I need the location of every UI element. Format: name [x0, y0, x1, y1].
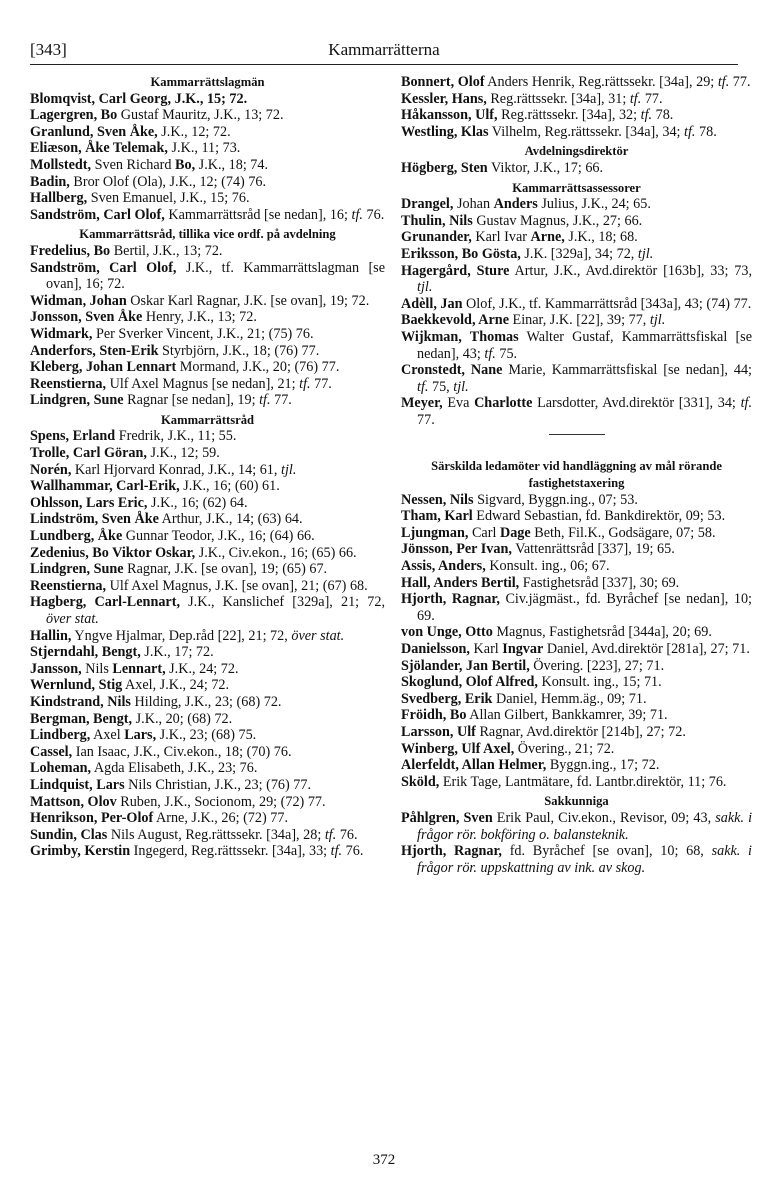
register-entry	[30, 578, 385, 595]
entry-annotation: tjl.	[637, 245, 654, 262]
register-entry	[30, 727, 385, 744]
register-entry	[30, 777, 385, 794]
register-entry	[30, 157, 385, 174]
register-entry	[30, 827, 385, 844]
register-entry	[401, 74, 752, 91]
entry-details: Ragnar, J.K. [se ovan], 19; (65) 67.	[123, 561, 328, 578]
entry-annotation: tf.	[629, 90, 642, 107]
register-entry	[401, 508, 752, 525]
entry-name: Zedenius, Bo Viktor Oskar,	[30, 544, 196, 561]
entry-annotation: tf.	[640, 107, 653, 124]
entry-details-tail: 78.	[652, 107, 674, 124]
entry-name: Kindstrand, Nils	[30, 693, 131, 710]
entry-details: Fastighetsråd [337], 30; 69.	[519, 574, 680, 591]
register-entry	[401, 312, 752, 329]
entry-name: Reenstierna,	[30, 577, 107, 594]
entry-details: Konsult. ing., 15; 71.	[537, 674, 662, 691]
entry-name: Hall, Anders Bertil,	[401, 574, 520, 591]
entry-details-tail: J.K., 18; 68.	[564, 229, 638, 246]
entry-name: Lagergren, Bo	[30, 107, 118, 124]
entry-name: Sandström, Carl Olof,	[30, 206, 165, 223]
register-entry	[30, 428, 385, 445]
entry-details: Gunnar Teodor, J.K., 16; (64) 66.	[122, 528, 315, 545]
entry-name: Lindberg,	[30, 727, 91, 744]
register-entry	[30, 174, 385, 191]
register-entry	[30, 107, 385, 124]
entry-details: Henry, J.K., 13; 72.	[142, 309, 257, 326]
entry-name: Högberg, Sten	[401, 159, 488, 176]
register-entry	[30, 124, 385, 141]
entry-name: Wijkman, Thomas	[401, 328, 519, 345]
right-column	[401, 74, 752, 876]
entry-name: Ohlsson, Lars Eric,	[30, 494, 148, 511]
entry-details: Reg.rättssekr. [34a], 31;	[486, 90, 630, 107]
entry-name: Grunander,	[401, 229, 472, 246]
register-entry	[401, 810, 752, 843]
register-entry	[30, 445, 385, 462]
entry-name: Alerfeldt, Allan Helmer,	[401, 757, 547, 774]
register-entry	[30, 309, 385, 326]
entry-details: Johan	[453, 196, 494, 213]
entry-name: Eliæson, Åke Telemak,	[30, 140, 168, 157]
entry-details-tail: J.K., 18; 74.	[195, 156, 269, 173]
entry-details: Erik Tage, Lantmätare, fd. Lantbr.direktör, 11; 76.	[439, 773, 727, 790]
register-entry	[30, 810, 385, 827]
entry-details: Gustaf Mauritz, J.K., 13; 72.	[117, 107, 284, 124]
register-entry	[30, 594, 385, 627]
register-entry	[401, 558, 752, 575]
entry-details: J.K., 20; (68) 72.	[132, 710, 233, 727]
entry-details-tail: 77.	[310, 375, 332, 392]
entry-details: J.K., Kanslichef [329a], 21; 72,	[180, 594, 385, 611]
entry-details: Eva	[442, 395, 475, 412]
entry-details-tail: J.K., 24; 72.	[165, 660, 239, 677]
entry-name: Widmark,	[30, 325, 93, 342]
register-entry	[30, 243, 385, 260]
entry-annotation: sakk. i frågor rör. uppskattning av ink. av skog.	[417, 843, 752, 876]
entry-name: Lundberg, Åke	[30, 528, 123, 545]
entry-details: J.K. [329a], 34; 72,	[520, 245, 638, 262]
header-title: Kammarrätterna	[328, 40, 440, 59]
entry-details: J.K., 12; 59.	[146, 445, 220, 462]
entry-details: J.K., 17; 72.	[140, 644, 214, 661]
left-column	[30, 74, 385, 860]
section-heading: Särskilda ledamöter vid handläggning av mål rörande fastighetstaxering	[431, 459, 722, 491]
entry-details: Erik Paul, Civ.ekon., Revisor, 09; 43,	[492, 809, 716, 826]
register-entry	[30, 711, 385, 728]
register-entry	[401, 674, 752, 691]
entry-details: Nils	[81, 660, 113, 677]
entry-details: Edward Sebastian, fd. Bankdirektör, 09; 53.	[472, 508, 726, 525]
register-entry	[401, 263, 752, 296]
register-entry	[401, 624, 752, 641]
entry-name-part: Ingvar	[502, 641, 544, 657]
entry-annotation: över stat.	[291, 627, 345, 644]
entry-annotation: tf.	[417, 378, 429, 395]
entry-name: Meyer,	[401, 395, 443, 412]
entry-name: Bonnert, Olof	[401, 74, 485, 90]
entry-name: Bergman, Bengt,	[30, 710, 133, 727]
entry-details-tail: 77.	[641, 90, 663, 107]
register-entry	[401, 296, 752, 313]
entry-details: J.K., Civ.ekon., 16; (65) 66.	[195, 544, 357, 561]
register-entry	[30, 462, 385, 479]
entry-details: Övering., 21; 72.	[514, 740, 615, 757]
entry-name: Henrikson, Per-Olof	[30, 810, 154, 827]
entry-name: Sjölander, Jan Bertil,	[401, 657, 530, 674]
entry-name: Skoglund, Olof Alfred,	[401, 674, 538, 691]
entry-name: Baekkevold, Arne	[401, 312, 509, 329]
footer-page-number: 372	[372, 1152, 396, 1168]
entry-details-tail: 77.	[729, 74, 751, 90]
entry-details: J.K., tf. Kammarrättslagman [se ovan], 16; 72.	[46, 259, 386, 293]
entry-name: Blomqvist, Carl Georg, J.K., 15; 72.	[30, 90, 248, 107]
entry-name: Loheman,	[30, 760, 92, 777]
entry-name: Hallin,	[30, 627, 72, 644]
entry-name: Kessler, Hans,	[401, 90, 487, 107]
entry-annotation: sakk. i frågor rör. bokföring o. balansteknik.	[417, 809, 753, 843]
section-heading: Kammarrättsråd	[160, 412, 255, 427]
section-divider	[549, 434, 605, 435]
entry-name: Hallberg,	[30, 190, 88, 207]
entry-name-part: Charlotte	[474, 395, 533, 412]
register-entry	[401, 774, 752, 791]
register-entry	[30, 528, 385, 545]
entry-details: Ian Isaac, J.K., Civ.ekon., 18; (70) 76.	[72, 743, 292, 760]
entry-name: Påhlgren, Sven	[401, 809, 493, 826]
entry-name: Tham, Karl	[401, 508, 473, 525]
entry-annotation: tf.	[717, 74, 730, 90]
entry-name: Winberg, Ulf Axel,	[401, 740, 515, 757]
section-spacer	[401, 441, 752, 455]
entry-name-part: Arne,	[530, 229, 565, 246]
entry-name: Wernlund, Stig	[30, 677, 123, 694]
entry-annotation: tf.	[330, 843, 343, 860]
register-entry	[30, 511, 385, 528]
register-entry	[401, 741, 752, 758]
entry-details-tail: Daniel, Avd.direktör [281a], 27; 71.	[543, 641, 750, 657]
entry-details: Artur, J.K., Avd.direktör [163b], 33; 73,	[509, 262, 752, 279]
entry-name: Granlund, Sven Åke,	[30, 123, 158, 140]
register-entry	[401, 641, 752, 658]
entry-details: Oskar Karl Ragnar, J.K. [se ovan], 19; 72.	[126, 292, 370, 309]
register-entry	[401, 575, 752, 592]
register-entry	[30, 843, 385, 860]
entry-details: Bror Olof (Ola), J.K., 12; (74) 76.	[69, 173, 267, 190]
entry-details: Magnus, Fastighetsråd [344a], 20; 69.	[492, 624, 712, 641]
entry-details: Karl	[469, 641, 503, 657]
register-entry	[401, 843, 752, 876]
entry-name: Hjorth, Ragnar,	[401, 591, 500, 608]
entry-details-end: 77.	[417, 411, 435, 428]
entry-name: Jönsson, Per Ivan,	[401, 541, 512, 558]
entry-name: Widman, Johan	[30, 292, 127, 309]
entry-name: Assis, Anders,	[401, 558, 486, 575]
entry-name-part: Lars,	[124, 727, 157, 744]
entry-details-tail: Beth, Fil.K., Godsägare, 07; 58.	[530, 524, 716, 541]
section-heading: Kammarrättsassessorer	[512, 180, 641, 195]
register-entry	[30, 260, 385, 293]
entry-details: Arthur, J.K., 14; (63) 64.	[158, 511, 303, 528]
page-header	[30, 38, 738, 65]
entry-name-part: Dage	[499, 524, 531, 541]
entry-details: Allan Gilbert, Bankkamrer, 39; 71.	[466, 707, 668, 724]
entry-details: Konsult. ing., 06; 67.	[485, 558, 610, 575]
entry-details: Daniel, Hemm.äg., 09; 71.	[492, 690, 647, 707]
entry-details: Fredrik, J.K., 11; 55.	[115, 428, 237, 445]
register-entry	[30, 326, 385, 343]
entry-details: Bertil, J.K., 13; 72.	[110, 242, 223, 259]
entry-details: Axel, J.K., 24; 72.	[122, 677, 230, 694]
entry-details: J.K., 16; (60) 61.	[179, 478, 280, 495]
entry-details: Viktor, J.K., 17; 66.	[487, 159, 604, 176]
entry-details: Yngve Hjalmar, Dep.råd [22], 21; 72,	[71, 627, 292, 644]
entry-details: J.K., 16; (62) 64.	[147, 494, 248, 511]
entry-details: Civ.jägmäst., fd. Byråchef [se nedan], 10; 69.	[417, 591, 752, 624]
register-entry	[30, 207, 385, 224]
register-entry	[30, 91, 385, 108]
entry-annotation: tjl.	[281, 461, 297, 478]
entry-details-tail: 76.	[336, 826, 358, 843]
entry-details: Sven Emanuel, J.K., 15; 76.	[87, 190, 250, 207]
entry-name: Larsson, Ulf	[401, 723, 476, 740]
entry-name: Badin,	[30, 173, 70, 190]
register-entry	[30, 677, 385, 694]
entry-name-part: Anders	[493, 196, 538, 213]
entry-details: Hilding, J.K., 23; (68) 72.	[130, 693, 282, 710]
entry-annotation: tf.	[351, 206, 363, 223]
entry-details-tail: 76.	[362, 206, 385, 223]
register-entry	[30, 545, 385, 562]
entry-name: Fredelius, Bo	[30, 242, 111, 259]
entry-name: Westling, Klas	[401, 123, 489, 140]
entry-name: Norén,	[30, 461, 72, 478]
entry-annotation: tjl.	[417, 279, 433, 296]
entry-name: Hagergård, Sture	[401, 262, 510, 279]
entry-name: Reenstierna,	[30, 375, 107, 392]
entry-details: Nils Christian, J.K., 23; (76) 77.	[124, 776, 312, 793]
entry-details: Einar, J.K. [22], 39; 77,	[509, 312, 650, 329]
register-entry	[401, 724, 752, 741]
register-entry	[30, 359, 385, 376]
register-entry	[401, 107, 752, 124]
register-entry	[401, 91, 752, 108]
entry-details: Mormand, J.K., 20; (76) 77.	[176, 359, 340, 376]
entry-name: Fröidh, Bo	[401, 707, 467, 724]
entry-name: Håkansson, Ulf,	[401, 107, 498, 124]
register-entry	[401, 541, 752, 558]
entry-name: Eriksson, Bo Gösta,	[401, 245, 521, 262]
entry-annotation: tf.	[324, 826, 337, 843]
entry-name: Hjorth, Ragnar,	[401, 843, 502, 860]
entry-details: Reg.rättssekr. [34a], 32;	[497, 107, 641, 124]
register-entry	[30, 478, 385, 495]
entry-name: Lindgren, Sune	[30, 392, 124, 409]
entry-name: Sundin, Clas	[30, 826, 108, 843]
entry-details: Ulf Axel Magnus [se nedan], 21;	[106, 375, 300, 392]
entry-annotation: över stat.	[46, 611, 99, 627]
register-entry	[401, 196, 752, 213]
entry-name-part: Bo,	[175, 156, 196, 173]
entry-name: von Unge, Otto	[401, 624, 493, 641]
entry-details: J.K., 11; 73.	[167, 140, 241, 157]
section-heading: Kammarrättslagmän	[150, 75, 265, 89]
entry-name-part: Lennart,	[112, 660, 166, 677]
entry-details: Sven Richard	[91, 156, 176, 173]
entry-details: Ragnar [se nedan], 19;	[123, 392, 260, 409]
entry-name: Mollstedt,	[30, 156, 92, 173]
entry-details: Axel	[90, 727, 125, 744]
entry-name: Wallhammar, Carl-Erik,	[30, 478, 180, 495]
entry-details: J.K., 12; 72.	[157, 123, 231, 140]
register-entry	[30, 392, 385, 409]
entry-details: Styrbjörn, J.K., 18; (76) 77.	[158, 342, 320, 359]
register-entry	[401, 329, 752, 362]
register-entry	[401, 229, 752, 246]
register-entry	[401, 395, 752, 428]
entry-annotation: tf.	[299, 375, 311, 392]
register-entry	[30, 190, 385, 207]
entry-name: Jonsson, Sven Åke	[30, 309, 143, 326]
entry-details: Nils August, Reg.rättssekr. [34a], 28;	[107, 826, 325, 843]
entry-details: Gustav Magnus, J.K., 27; 66.	[472, 212, 643, 229]
register-entry	[30, 744, 385, 761]
entry-details: Ruben, J.K., Socionom, 29; (72) 77.	[116, 793, 326, 810]
entry-details: Walter Gustaf, Kammarrättsfiskal [se nedan], 43;	[417, 328, 752, 362]
entry-details: Ragnar, Avd.direktör [214b], 27; 72.	[475, 723, 686, 740]
register-entry	[401, 213, 752, 230]
register-entry	[401, 525, 752, 542]
entry-name: Hagberg, Carl-Lennart,	[30, 594, 180, 611]
entry-name: Lindgren, Sune	[30, 561, 124, 578]
register-entry	[401, 362, 752, 395]
entry-details: Vilhelm, Reg.rättssekr. [34a], 34;	[488, 123, 685, 140]
entry-name: Anderfors, Sten-Erik	[30, 342, 159, 359]
header-page-number: [343]	[30, 40, 67, 59]
entry-name: Jansson,	[30, 660, 82, 677]
entry-name: Grimby, Kerstin	[30, 843, 131, 860]
register-entry	[401, 658, 752, 675]
entry-name: Ljungman,	[401, 524, 469, 541]
entry-details: Byggn.ing., 17; 72.	[546, 757, 660, 774]
entry-details: Karl Hjorvard Konrad, J.K., 14; 61,	[71, 461, 281, 478]
entry-details-tail: Larsdotter, Avd.direktör [331], 34;	[532, 395, 741, 412]
section-heading: Kammarrättsråd, tillika vice ordf. på avdelning	[79, 227, 336, 242]
register-entry	[401, 691, 752, 708]
entry-details: Carl	[468, 524, 500, 541]
register-entry	[30, 495, 385, 512]
entry-details: Per Sverker Vincent, J.K., 21; (75) 76.	[92, 325, 314, 342]
entry-name: Drangel,	[401, 196, 454, 213]
entry-name: Mattson, Olov	[30, 793, 117, 810]
entry-details-tail: J.K., 23; (68) 75.	[156, 727, 257, 744]
entry-details-tail: 75.	[495, 345, 518, 362]
entry-name: Trolle, Carl Göran,	[30, 445, 147, 462]
register-entry	[30, 376, 385, 393]
entry-details: Sigvard, Byggn.ing., 07; 53.	[473, 491, 638, 508]
entry-annotation: tjl.	[649, 312, 666, 329]
entry-details: Anders Henrik, Reg.rättssekr. [34a], 29;	[484, 74, 718, 90]
entry-details-tail: 76.	[342, 843, 364, 860]
register-entry	[30, 343, 385, 360]
section-heading: Avdelningsdirektör	[524, 144, 629, 159]
entry-details-tail: 77.	[270, 392, 292, 409]
register-entry	[30, 794, 385, 811]
entry-name: Lindquist, Lars	[30, 776, 125, 793]
entry-details: Övering. [223], 27; 71.	[529, 657, 665, 674]
entry-name: Sköld,	[401, 773, 440, 790]
section-heading: Sakkunniga	[544, 794, 609, 809]
register-entry	[401, 707, 752, 724]
entry-name: Danielsson,	[401, 641, 470, 657]
entry-name: Nessen, Nils	[401, 491, 474, 508]
entry-details: Vattenrättsråd [337], 19; 65.	[511, 541, 675, 558]
entry-annotation: tf.	[259, 392, 271, 409]
entry-details-tail: 78.	[695, 123, 717, 140]
register-entry	[401, 246, 752, 263]
register-entry	[30, 760, 385, 777]
entry-details-tail: Julius, J.K., 24; 65.	[537, 196, 651, 213]
entry-name: Spens, Erland	[30, 428, 116, 445]
register-entry	[30, 293, 385, 310]
entry-name: Cronstedt, Nane	[401, 362, 503, 379]
entry-name: Lindström, Sven Åke	[30, 511, 159, 528]
entry-details: Ulf Axel Magnus, J.K. [se ovan], 21; (67) 68.	[106, 577, 368, 594]
entry-details: Arne, J.K., 26; (72) 77.	[153, 810, 288, 827]
entry-details-tail: 75,	[428, 378, 454, 395]
entry-name: Stjerndahl, Bengt,	[30, 644, 141, 661]
register-entry	[401, 591, 752, 624]
register-entry	[30, 628, 385, 645]
entry-details: Olof, J.K., tf. Kammarrättsråd [343a], 43; (74) 77.	[462, 295, 752, 312]
entry-details: Karl Ivar	[471, 229, 531, 246]
entry-annotation-end: tjl.	[453, 378, 469, 395]
entry-details: Marie, Kammarrättsfiskal [se nedan], 44;	[502, 362, 752, 379]
entry-details: fd. Byråchef [se ovan], 10; 68,	[501, 843, 712, 860]
entry-annotation: tf.	[684, 123, 696, 140]
register-entry	[30, 140, 385, 157]
entry-name: Cassel,	[30, 743, 73, 760]
register-entry	[401, 160, 752, 177]
entry-details: Kammarrättsråd [se nedan], 16;	[164, 206, 352, 223]
entry-name: Adèll, Jan	[401, 295, 463, 312]
register-entry	[401, 757, 752, 774]
entry-annotation: tf.	[484, 345, 496, 362]
register-entry	[30, 561, 385, 578]
entry-name: Thulin, Nils	[401, 212, 473, 229]
entry-annotation: tf.	[740, 395, 752, 412]
entry-name: Kleberg, Johan Lennart	[30, 359, 177, 376]
register-entry	[401, 124, 752, 141]
register-entry	[30, 644, 385, 661]
register-entry	[30, 661, 385, 678]
entry-name: Svedberg, Erik	[401, 690, 493, 707]
register-entry	[401, 492, 752, 509]
register-entry	[30, 694, 385, 711]
entry-details: Agda Elisabeth, J.K., 23; 76.	[91, 760, 258, 777]
entry-details: Ingegerd, Reg.rättssekr. [34a], 33;	[130, 843, 331, 860]
entry-name: Sandström, Carl Olof,	[30, 259, 177, 276]
